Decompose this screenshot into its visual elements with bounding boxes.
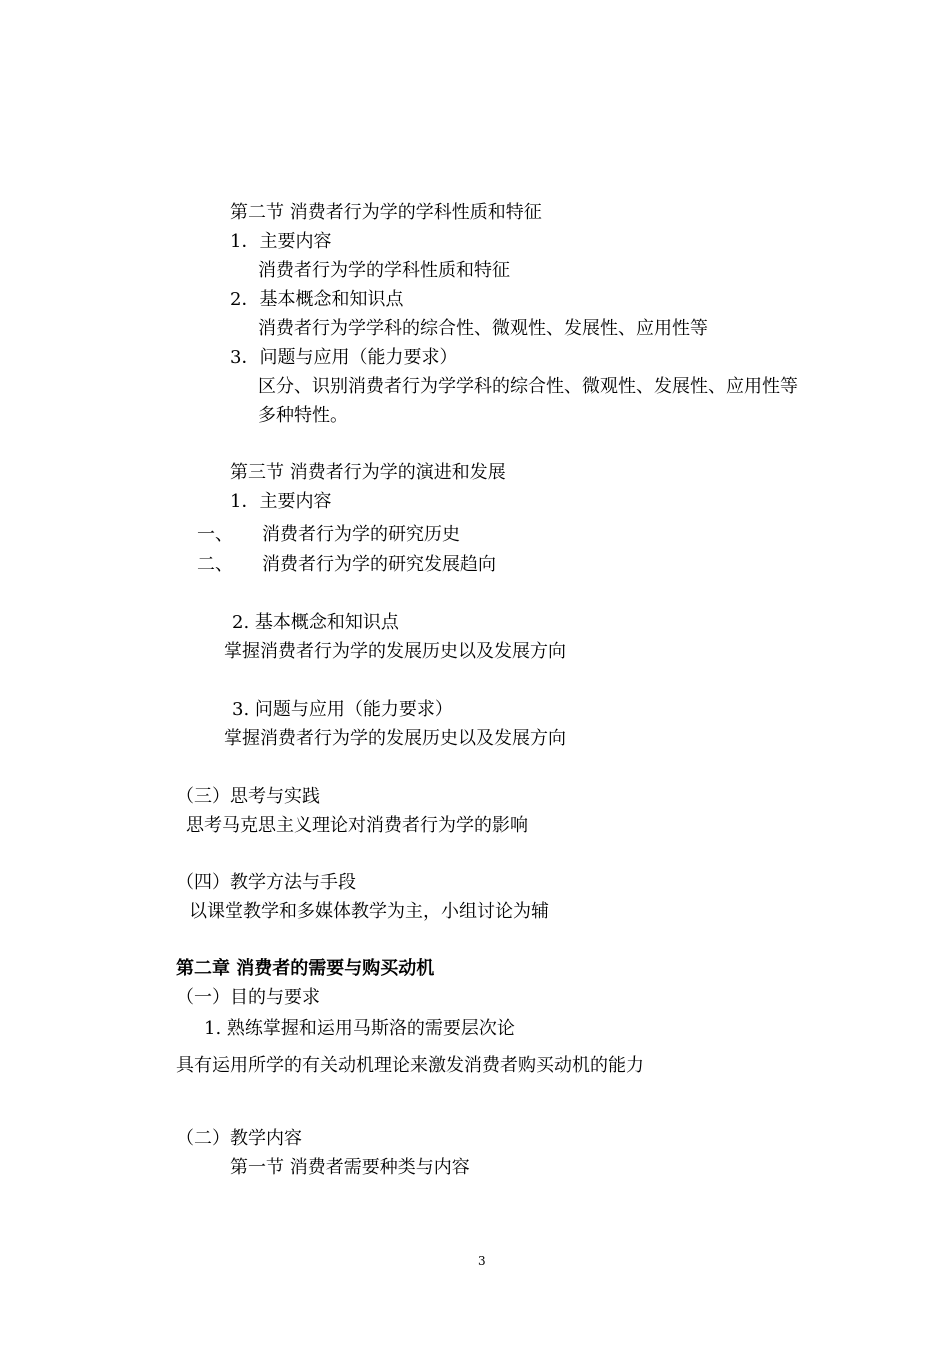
section1-heading: 第一节 消费者需要种类与内容	[230, 1157, 470, 1178]
goal-item-2: 具有运用所学的有关动机理论来激发消费者购买动机的能力	[176, 1055, 644, 1076]
section3-item3-label: 3. 问题与应用（能力要求）	[232, 699, 453, 720]
page-number: 3	[478, 1254, 486, 1268]
list-item-text: 消费者行为学的研究历史	[262, 524, 460, 545]
section3-item1-label: 1．主要内容	[230, 491, 332, 512]
methods-heading: （四）教学方法与手段	[176, 872, 356, 893]
section2-heading: 第二节 消费者行为学的学科性质和特征	[230, 202, 542, 223]
section2-item1-label: 1．主要内容	[230, 231, 332, 252]
chapter-title: 第二章 消费者的需要与购买动机	[176, 958, 435, 979]
section2-item2-text: 消费者行为学学科的综合性、微观性、发展性、应用性等	[258, 318, 708, 339]
section3-heading: 第三节 消费者行为学的演进和发展	[230, 462, 506, 483]
practice-text: 思考马克思主义理论对消费者行为学的影响	[186, 815, 528, 836]
goal-item-1: 1. 熟练掌握和运用马斯洛的需要层次论	[204, 1018, 515, 1039]
section3-item2-text: 掌握消费者行为学的发展历史以及发展方向	[224, 641, 566, 662]
list-item-number: 二、	[197, 554, 233, 575]
practice-heading: （三）思考与实践	[176, 786, 320, 807]
list-item-number: 一、	[197, 524, 233, 545]
section3-item3-text: 掌握消费者行为学的发展历史以及发展方向	[224, 728, 566, 749]
content-heading: （二）教学内容	[176, 1128, 302, 1149]
section2-item3-text-line1: 区分、识别消费者行为学学科的综合性、微观性、发展性、应用性等	[258, 376, 798, 397]
list-item-text: 消费者行为学的研究发展趋向	[262, 554, 496, 575]
section2-item1-text: 消费者行为学的学科性质和特征	[258, 260, 510, 281]
methods-text: 以课堂教学和多媒体教学为主，小组讨论为辅	[189, 901, 549, 922]
section2-item2-label: 2．基本概念和知识点	[230, 289, 404, 310]
section2-item3-label: 3．问题与应用（能力要求）	[230, 347, 458, 368]
section3-item2-label: 2. 基本概念和知识点	[232, 612, 399, 633]
goals-heading: （一）目的与要求	[176, 987, 320, 1008]
section2-item3-text-line2: 多种特性。	[258, 405, 348, 426]
